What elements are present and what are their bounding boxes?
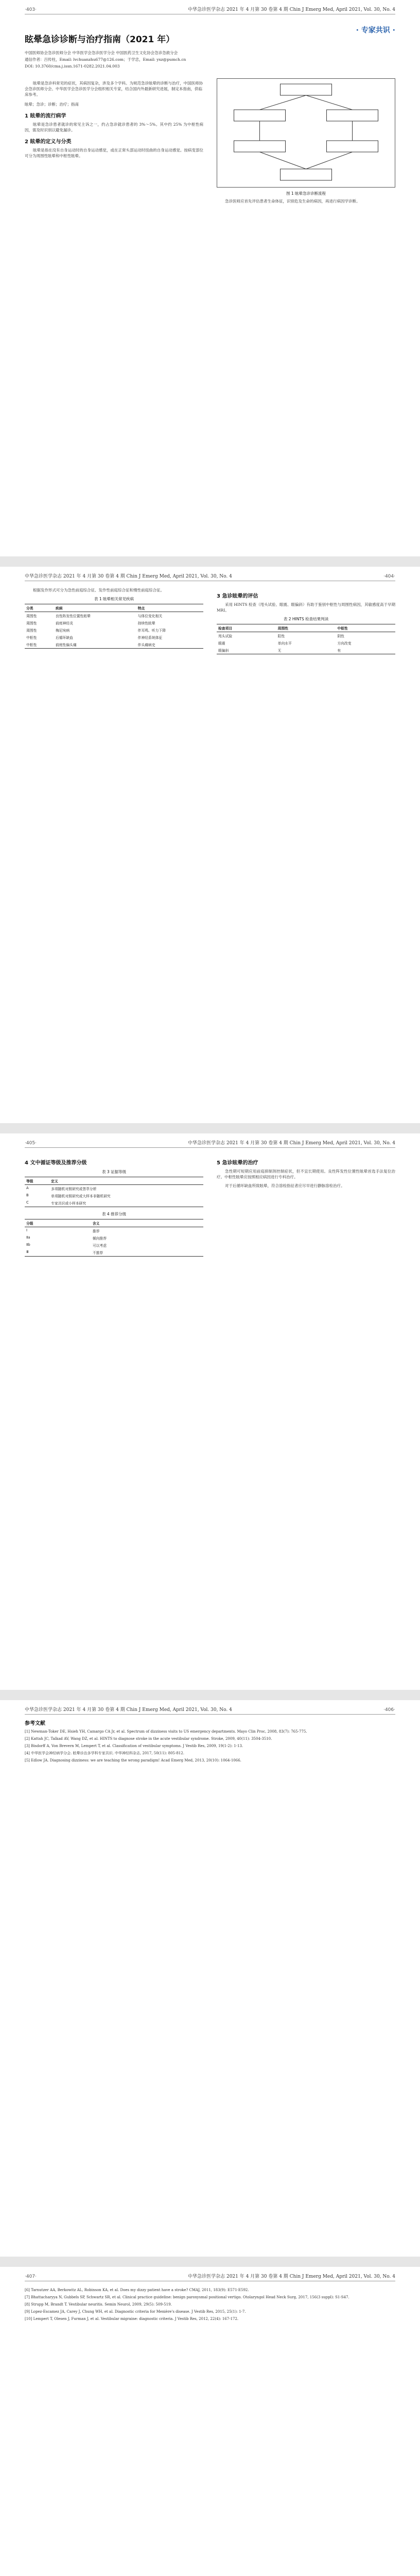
table-header-cell: 分类: [25, 604, 54, 612]
page-number: ·405·: [25, 1141, 37, 1146]
table-row: [25, 1249, 203, 1257]
table-header-cell: 疾病: [54, 604, 136, 612]
journal-info: 中华急诊医学杂志 2021 年 4 月第 30 卷第 4 期 Chin J Emerg Med, April 2021, Vol. 30, No. 4: [188, 1141, 395, 1146]
table-row: [25, 1242, 203, 1249]
page-3: [0, 1133, 420, 1690]
journal-info: 中华急诊医学杂志 2021 年 4 月第 30 卷第 4 期 Chin J Emerg Med, April 2021, Vol. 30, No. 4: [188, 2274, 395, 2279]
table-header-cell: 定义: [49, 1177, 203, 1185]
table-cell: 眼震: [218, 641, 225, 646]
table-row: [25, 612, 203, 620]
paragraph: 根据发作形式可分为急性前庭综合征、发作性前庭综合征和慢性前庭综合征。: [33, 588, 164, 592]
reference-item: [2] Kattah JC, Talkad AV, Wang DZ, et al. HINTS to diagnose stroke in the acute vestibular syndrome. Stroke, 2009, 40(11): 3504-3510.: [25, 1737, 272, 1741]
page-2: [0, 567, 420, 1123]
page-4: [0, 1700, 420, 2257]
table-header-cell: 中枢性: [336, 624, 395, 632]
table-row: [25, 1227, 203, 1235]
table-header-cell: 检查项目: [217, 624, 276, 632]
table-cell: 阴性: [337, 634, 344, 638]
table-cell: 可以考虑: [92, 1244, 107, 1248]
affiliation: 通信作者：吕传柱，Email: lvchuanzhu677@126.com；于学忠，Email: yxz@pumch.cn: [25, 57, 186, 62]
table-row: [217, 639, 395, 647]
table-3: [25, 1177, 203, 1207]
table-caption: 表 4 推荐分级: [101, 1212, 127, 1216]
table-cell: 中枢性: [25, 641, 54, 649]
table-header-cell: 周围性: [276, 624, 336, 632]
paragraph: 对于后循环缺血所致眩晕，符合溶栓指征者应尽早进行静脉溶栓治疗。: [225, 1183, 345, 1188]
table-cell: 专家共识或小样本研究: [49, 1199, 203, 1207]
table-cell: 多项随机对照研究或荟萃分析: [51, 1187, 97, 1191]
table-2: [217, 624, 395, 654]
article-title: 眩晕急诊诊断与治疗指南（2021 年）: [25, 35, 175, 45]
table-cell: 后循环缺血: [55, 636, 73, 640]
reference-item: [4] 中华医学会神经病学分会. 眩晕诊治多学科专家共识. 中华神经科杂志, 2017, 50(11): 805-812.: [25, 1751, 184, 1755]
table-header-cell: 特点: [136, 604, 203, 612]
table-cell: 周围性: [26, 621, 37, 625]
table-cell: B: [26, 1193, 29, 1197]
page-number: ·403·: [25, 7, 37, 12]
table-caption: 表 1 眩晕相关常见疾病: [94, 597, 134, 601]
table-row: [25, 1199, 203, 1207]
paragraph: 急性期可短期应用前庭抑制剂控制症状，但不宜长期使用。良性阵发性位置性眩晕首选手法复位治疗。中枢性眩晕应按照相应病因进行专科治疗。: [217, 1169, 395, 1179]
table-cell: 与体位变化相关: [137, 614, 163, 618]
table-row: [217, 632, 395, 640]
table-cell: 单向水平: [277, 641, 292, 646]
running-header: [25, 2267, 395, 2281]
page-number: ·406·: [383, 1707, 395, 1713]
table-header-cell: 分级: [25, 1219, 91, 1227]
reference-item: [9] Lopez-Escamez JA, Carey J, Chung WH, et al. Diagnostic criteria for Menière's disease. J Vestib Res, 2015, 25(1): 1-7.: [25, 2310, 246, 2314]
running-header: [25, 1133, 395, 1148]
reference-item: [3] Bisdorff A, Von Brevern M, Lempert T, et al. Classification of vestibular symptoms. J Vestib Res, 2009, 19(1-2): 1-13.: [25, 1744, 243, 1748]
running-header: [25, 1700, 395, 1715]
table-caption: 表 2 HINTS 检查结果判读: [283, 617, 329, 621]
table-caption: 表 3 证据等级: [101, 1170, 127, 1174]
table-cell: 前庭性偏头痛: [54, 641, 136, 649]
table-row: [25, 1185, 203, 1193]
table-cell: 倾向推荐: [92, 1236, 107, 1241]
table-cell: 伴头痛病史: [136, 641, 203, 649]
abstract: 眩晕是急诊科常见的症状，其病因复杂，涉及多个学科。为规范急诊眩晕的诊断与治疗，中国医师协会急诊医师分会、中华医学会急诊医学分会组织相关专家，结合国内外最新研究进展，制定本指南，供临床参考。: [25, 81, 203, 97]
table-cell: 方向改变: [337, 641, 352, 646]
table-cell: 阳性: [277, 634, 285, 638]
reference-item: [10] Lempert T, Olesen J, Furman J, et al. Vestibular migraine: diagnostic criteria. J Vestib Res, 2012, 22(4): 167-172.: [25, 2317, 239, 2321]
table-cell: Ⅰ: [26, 1228, 28, 1232]
table-row: [25, 641, 203, 649]
reference-item: [7] Bhattacharyya N, Gubbels SP, Schwartz SR, et al. Clinical practice guideline: benign paroxysmal positional vertigo. Otolaryngol Head Neck Surg, 2017, 156(3 suppl): S1-S47.: [25, 2295, 349, 2299]
table-cell: Ⅱa: [26, 1235, 30, 1240]
table-cell: 良性阵发性位置性眩晕: [55, 614, 91, 618]
table-cell: 不推荐: [91, 1249, 203, 1257]
table-row: [25, 626, 203, 634]
table-cell: Ⅲ: [25, 1249, 91, 1257]
reference-item: [8] Strupp M, Brandt T. Vestibular neuritis. Semin Neurol, 2009, 29(5): 509-519.: [25, 2302, 172, 2307]
table-cell: 持续性眩晕: [137, 621, 155, 625]
table-cell: 梅尼埃病: [55, 629, 70, 633]
page-1: [0, 0, 420, 556]
table-cell: 推荐: [92, 1229, 100, 1233]
reference-list: [25, 1729, 395, 1763]
table-cell: C: [25, 1199, 49, 1207]
table-cell: 无: [276, 647, 336, 654]
references-heading: 参考文献: [25, 1721, 45, 1726]
keywords: 眩晕；急诊；诊断；治疗；指南: [25, 101, 79, 107]
reference-list: [25, 2287, 395, 2321]
section-heading: 3 急诊眩晕的评估: [217, 594, 258, 599]
reference-item: [5] Edlow JA. Diagnosing dizziness: we are teaching the wrong paradigm! Acad Emerg Med, 2013, 20(10): 1064-1066.: [25, 1758, 241, 1762]
paragraph: 急诊医师应首先评估患者生命体征，识别危及生命的病因，再进行病因学诊断。: [225, 199, 360, 204]
journal-info: 中华急诊医学杂志 2021 年 4 月第 30 卷第 4 期 Chin J Emerg Med, April 2021, Vol. 30, No. 4: [25, 1707, 232, 1713]
figure-caption: 图 1 眩晕急诊诊断流程: [286, 191, 326, 196]
paragraph: 采用 HINTS 检查（甩头试验、眼震、眼偏斜）有助于鉴别中枢性与周围性病因，其敏感度高于早期 MRI。: [217, 602, 395, 613]
section-tag: · 专家共识 ·: [356, 26, 395, 35]
running-header: [25, 567, 395, 581]
journal-info: 中华急诊医学杂志 2021 年 4 月第 30 卷第 4 期 Chin J Emerg Med, April 2021, Vol. 30, No. 4: [188, 7, 395, 12]
section-heading: 2 眩晕的定义与分类: [25, 139, 72, 145]
table-cell: 周围性: [26, 614, 37, 618]
table-cell: 眼偏斜: [217, 647, 276, 654]
running-header: [25, 0, 395, 14]
page-5: [0, 2267, 420, 2576]
table-header-cell: 等级: [25, 1177, 49, 1185]
table-cell: 甩头试验: [218, 634, 233, 638]
table-cell: 有: [336, 647, 395, 654]
journal-info: 中华急诊医学杂志 2021 年 4 月第 30 卷第 4 期 Chin J Emerg Med, April 2021, Vol. 30, No. 4: [25, 574, 232, 579]
table-row: [25, 634, 203, 641]
table-cell: 前庭神经炎: [55, 621, 73, 625]
reference-item: [1] Newman-Toker DE, Hsieh YH, Camargo CA Jr, et al. Spectrum of dizziness visits to US emergency departments. Mayo Clin Proc, 2008, 83(7): 765-775.: [25, 1730, 307, 1734]
reference-item: [6] Tarnutzer AA, Berkowitz AL, Robinson KA, et al. Does my dizzy patient have a stroke? CMAJ, 2011, 183(9): E571-E592.: [25, 2288, 249, 2292]
page-number: ·407·: [25, 2274, 37, 2279]
table-cell: 伴耳鸣、听力下降: [137, 629, 166, 633]
table-cell: 单项随机对照研究或大样本非随机研究: [51, 1194, 111, 1198]
table-cell: Ⅱb: [26, 1243, 30, 1247]
table-row: [25, 619, 203, 626]
table-row: [25, 1192, 203, 1199]
section-heading: 1 眩晕的流行病学: [25, 113, 66, 119]
paragraph: 眩晕是指在没有自身运动时的自身运动感觉，或在正常头部运动时扭曲的自身运动感觉。按病变部位可分为周围性眩晕和中枢性眩晕。: [25, 147, 203, 158]
table-cell: 伴神经系统体征: [137, 636, 163, 640]
table-4: [25, 1219, 203, 1257]
flowchart-figure: [217, 78, 395, 188]
page-number: ·404·: [383, 574, 395, 579]
table-row: [217, 647, 395, 654]
table-cell: A: [26, 1186, 29, 1190]
doi: DOI: 10.3760/cma.j.issn.1671-0282.2021.04.003: [25, 64, 120, 69]
table-cell: 中枢性: [26, 636, 37, 640]
table-header-cell: 含义: [91, 1219, 203, 1227]
table-row: [25, 1234, 203, 1242]
table-cell: 周围性: [26, 629, 37, 633]
section-heading: 5 急诊眩晕的治疗: [217, 1160, 258, 1166]
paragraph: 眩晕是急诊患者就诊的常见主诉之一，约占急诊就诊患者的 3%～5%。其中约 25% 为中枢性病因，需及时识别以避免漏诊。: [25, 122, 203, 132]
authors: 中国医师协会急诊医师分会 中华医学会急诊医学分会 中国医药卫生文化协会急诊急救分会: [25, 50, 178, 55]
flowchart-svg: [217, 79, 395, 187]
table-1: [25, 604, 203, 649]
section-heading: 4 文中循证等级及推荐分级: [25, 1160, 87, 1166]
